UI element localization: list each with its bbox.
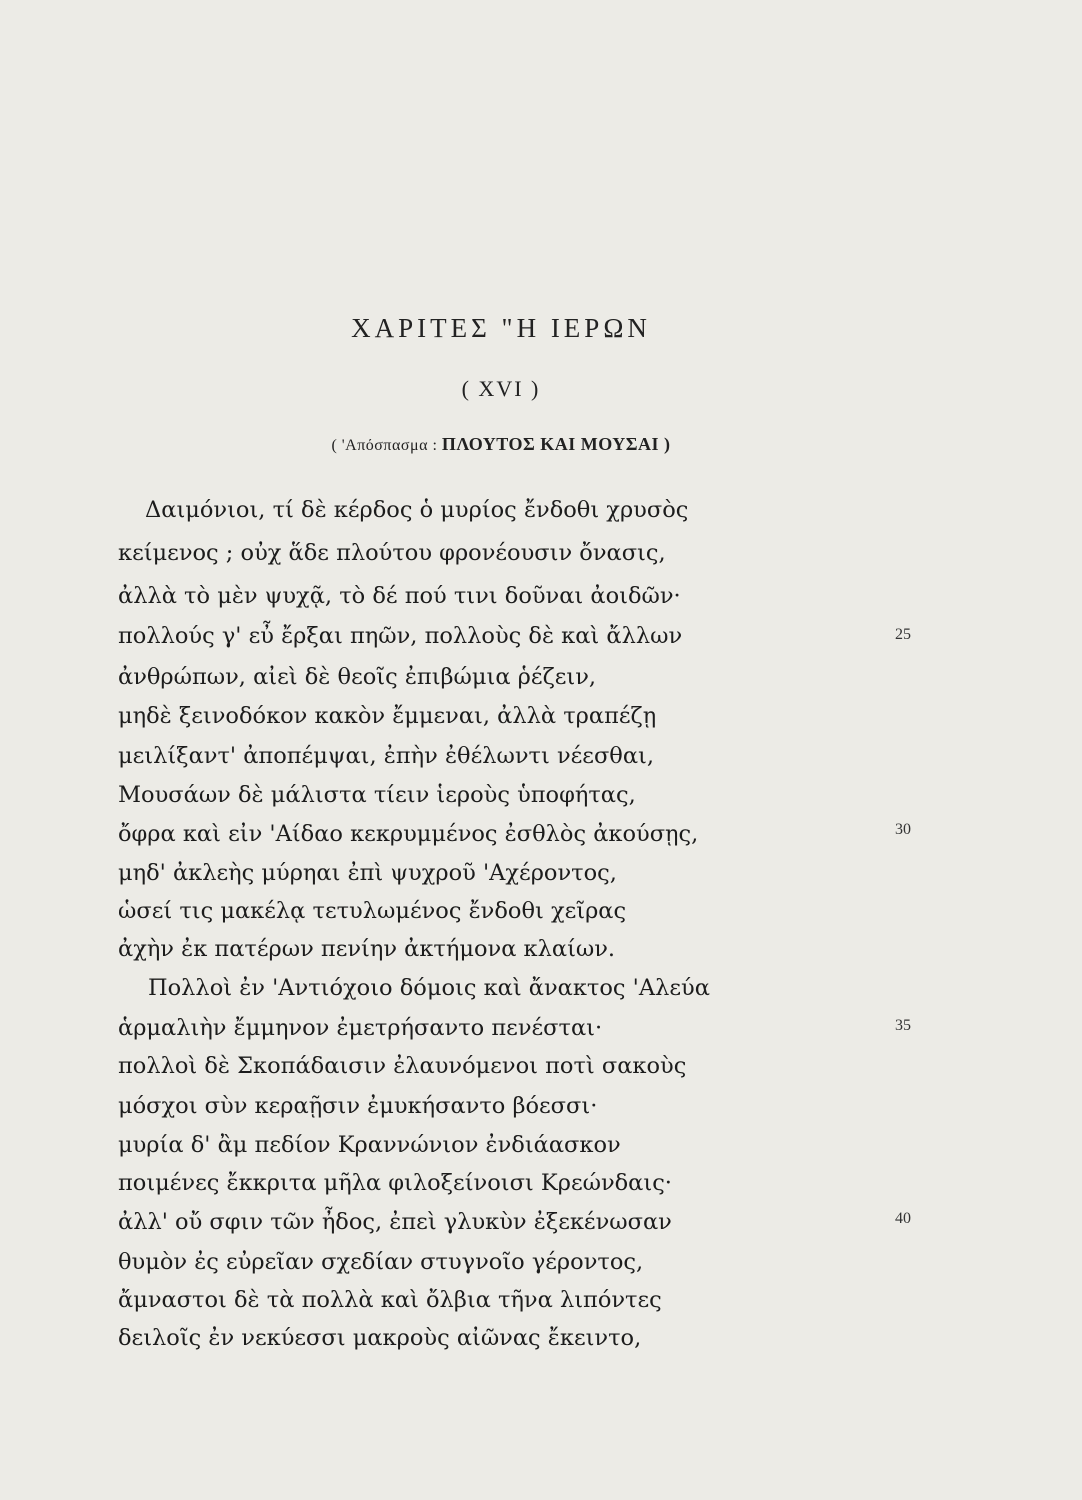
verse-line: ὄφρα καὶ εἰν 'Αίδαο κεκρυμμένος ἐσθλὸς ἀκούσῃς,	[118, 821, 699, 847]
verse-line: θυμὸν ἐς εὐρεῖαν σχεδίαν στυγνοῖο γέροντος,	[118, 1249, 644, 1275]
poem-subtitle	[0, 434, 1002, 455]
verse-line: ἄμναστοι δὲ τὰ πολλὰ καὶ ὄλβια τῆνα λιπόντες	[118, 1287, 662, 1313]
line-number: 30	[895, 821, 911, 838]
verse-line: ἀχὴν ἐκ πατέρων πενίην ἀκτήμονα κλαίων.	[118, 936, 616, 962]
verse-line: ἀνθρώπων, αἰεὶ δὲ θεοῖς ἐπιβώμια ῥέζειν,	[118, 664, 597, 690]
verse-line: δειλοῖς ἐν νεκύεσσι μακροὺς αἰῶνας ἔκειντο,	[118, 1325, 642, 1351]
verse-line: μηδ' ἀκλεὴς μύρηαι ἐπὶ ψυχροῦ 'Αχέροντος,	[118, 860, 617, 886]
subtitle-prefix: ( 'Απόσπασμα :	[331, 437, 442, 454]
line-number: 35	[895, 1017, 911, 1034]
verse-line: μειλίξαντ' ἀποπέμψαι, ἐπὴν ἐθέλωντι νέεσθαι,	[118, 743, 655, 769]
verse-line: μόσχοι σὺν κεραῇσιν ἐμυκήσαντο βόεσσι·	[118, 1093, 598, 1119]
verse-line: ἀλλὰ τὸ μὲν ψυχᾷ, τὸ δέ πού τινι δοῦναι ἀοιδῶν·	[118, 583, 681, 609]
line-number: 25	[895, 626, 911, 643]
verse-line: ὡσεί τις μακέλᾳ τετυλωμένος ἔνδοθι χεῖρας	[118, 898, 627, 924]
verse-line: πολλοὶ δὲ Σκοπάδαισιν ἐλαυνόμενοι ποτὶ σακοὺς	[118, 1053, 687, 1079]
verse-line: μηδὲ ξεινοδόκον κακὸν ἔμμεναι, ἀλλὰ τραπέζῃ	[118, 703, 657, 729]
verse-line: μυρία δ' ἂμ πεδίον Κραννώνιον ἐνδιάασκον	[118, 1132, 621, 1158]
verse-line: Μουσάων δὲ μάλιστα τίειν ἱεροὺς ὑποφήτας,	[118, 782, 636, 808]
verse-line: Δαιμόνιοι, τί δὲ κέρδος ὁ μυρίος ἔνδοθι χρυσὸς	[145, 497, 689, 523]
verse-line: ἀλλ' οὔ σφιν τῶν ἦδος, ἐπεὶ γλυκὺν ἐξεκένωσαν	[118, 1209, 672, 1235]
verse-line: ἁρμαλιὴν ἔμμηνον ἐμετρήσαντο πενέσται·	[118, 1015, 603, 1041]
verse-line: ποιμένες ἔκκριτα μῆλα φιλοξείνοισι Κρεώνδαις·	[118, 1170, 672, 1196]
line-number: 40	[895, 1210, 911, 1227]
verse-line: κείμενος ; οὐχ ἅδε πλούτου φρονέουσιν ὄνασις,	[118, 540, 666, 566]
verse-line: Πολλοὶ ἐν 'Αντιόχοιο δόμοις καὶ ἄνακτος 'Αλεύα	[148, 975, 710, 1001]
poem-number: ( XVI )	[461, 376, 541, 401]
verse-line: πολλούς γ' εὖ ἔρξαι πηῶν, πολλοὺς δὲ καὶ ἄλλων	[118, 623, 683, 649]
poem-title: ΧΑΡΙΤΕΣ "Η ΙΕΡΩΝ	[351, 313, 651, 343]
subtitle-main: ΠΛΟΥΤΟΣ ΚΑΙ ΜΟΥΣΑΙ )	[441, 434, 671, 454]
